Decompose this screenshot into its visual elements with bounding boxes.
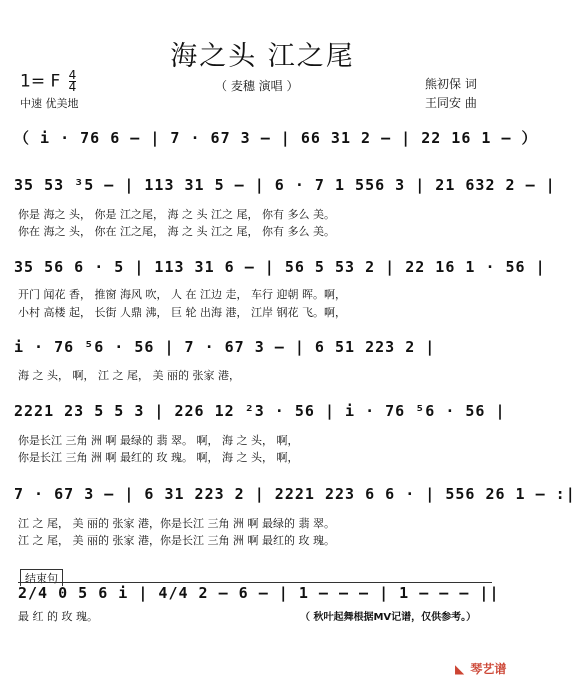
key-signature: [20, 70, 76, 93]
music-line-3: 35 56 6 · 5 | 113 31 6 – | 56 5 53 2 | 22 16 1 · 56 |: [14, 258, 546, 276]
key-text: 1= F: [20, 71, 61, 92]
composer-credit: 王同安 曲: [425, 96, 477, 110]
lyric-line-3b: 小村 高楼 起， 长街 人鼎 沸， 巨 轮 出海 港， 江岸 钢花 飞。啊，: [18, 306, 346, 319]
music-line-ending: 2/4 0 5 6 i | 4/4 2 – 6 – | 1 – – – | 1 – – – ||: [18, 584, 500, 602]
music-line-4: i · 76 ⁵6 · 56 | 7 · 67 3 – | 6 51 223 2 |: [14, 338, 436, 356]
time-signature: [69, 70, 77, 93]
lyric-line-6b: 江 之 尾， 美 丽的 张家 港，你是长江 三角 洲 啊 最红的 玫 瑰。: [18, 534, 335, 547]
lyric-line-2a: 你是 海之 头， 你是 江之尾， 海 之 头 江之 尾， 你有 多么 美。: [18, 208, 335, 221]
lyricist-credit: 熊初保 词: [425, 77, 477, 91]
ending-note: （ 秋叶起舞根据MV记谱，仅供参考。）: [300, 612, 477, 623]
lyric-line-ending: 最 红 的 玫 瑰。: [18, 610, 98, 623]
music-line-intro: （ i · 76 6 – | 7 · 67 3 – | 66 31 2 – | 22 16 1 – ）: [14, 129, 538, 147]
lyric-line-5a: 你是长江 三角 洲 啊 最绿的 翡 翠。 啊， 海 之 头， 啊，: [18, 434, 299, 447]
logo-icon: ◣: [455, 662, 465, 676]
lyric-line-2b: 你在 海之 头， 你在 江之尾， 海 之 头 江之 尾， 你有 多么 美。: [18, 225, 335, 238]
site-logo: [455, 660, 506, 677]
time-numerator: 4: [68, 68, 77, 82]
lyric-line-3a: 开门 闻花 香， 推窗 海风 吹， 人 在 江边 走， 车行 迎朝 晖。啊，: [18, 288, 346, 301]
time-denominator: 4: [68, 80, 77, 94]
lyric-line-6a: 江 之 尾， 美 丽的 张家 港，你是长江 三角 洲 啊 最绿的 翡 翠。: [18, 517, 335, 530]
song-title: 海之头 江之尾: [170, 41, 355, 72]
logo-text: 琴艺谱: [470, 662, 507, 676]
lyric-line-4: 海 之 头， 啊， 江 之 尾， 美 丽的 张家 港，: [18, 369, 240, 382]
music-line-5: 2221 23 5 5 3 | 226 12 ²3 · 56 | i · 76 ⁵6 · 56 |: [14, 402, 506, 420]
music-line-2: 35 53 ³5 – | 113 31 5 – | 6 · 7 1 556 3 | 21 632 2 – |: [14, 176, 556, 194]
lyric-line-5b: 你是长江 三角 洲 啊 最红的 玫 瑰。 啊， 海 之 头， 啊，: [18, 451, 299, 464]
performer: （ 麦穗 演唱 ）: [215, 79, 299, 93]
tempo-marking: 中速 优美地: [20, 97, 79, 110]
music-line-6: 7 · 67 3 – | 6 31 223 2 | 2221 223 6 6 · | 556 26 1 – :|: [14, 485, 576, 503]
ending-label: 结束句: [20, 569, 63, 586]
